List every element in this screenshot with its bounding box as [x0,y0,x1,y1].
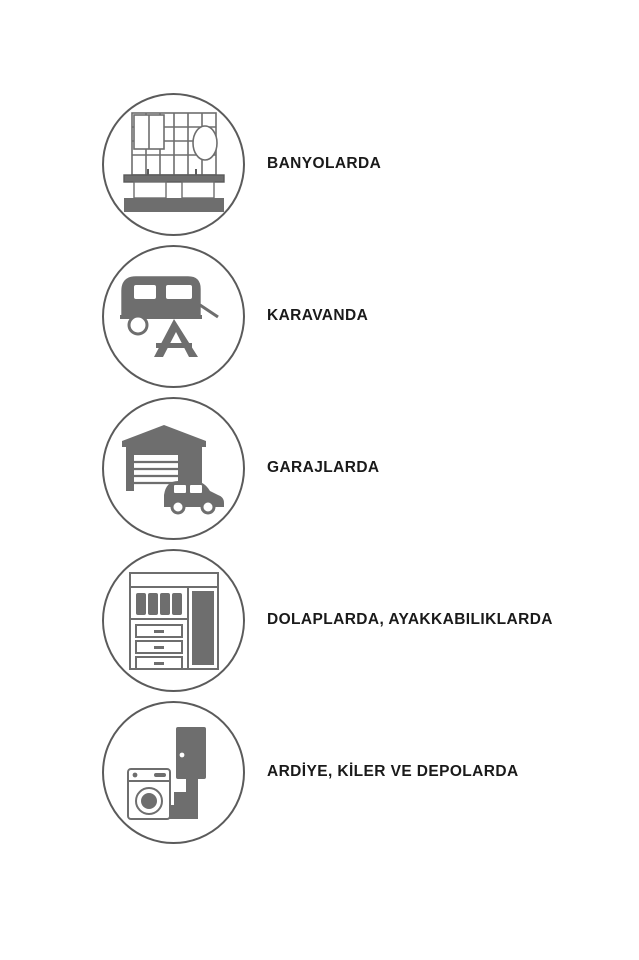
caravan-icon [102,245,245,388]
list-item-label: KARAVANDA [267,307,369,324]
bathroom-icon [102,93,245,236]
list-item [0,696,639,848]
list-item [0,240,639,392]
storage-room-icon [102,701,245,844]
list-item [0,544,639,696]
feature-list [0,88,639,848]
list-item [0,88,639,240]
list-item-label: GARAJLARDA [267,459,380,476]
list-item-label: DOLAPLARDA, AYAKKABILIKLARDA [267,611,553,628]
garage-icon [102,397,245,540]
list-item [0,392,639,544]
wardrobe-icon [102,549,245,692]
list-item-label: ARDİYE, KİLER VE DEPOLARDA [267,763,519,780]
list-item-label: BANYOLARDA [267,155,382,172]
